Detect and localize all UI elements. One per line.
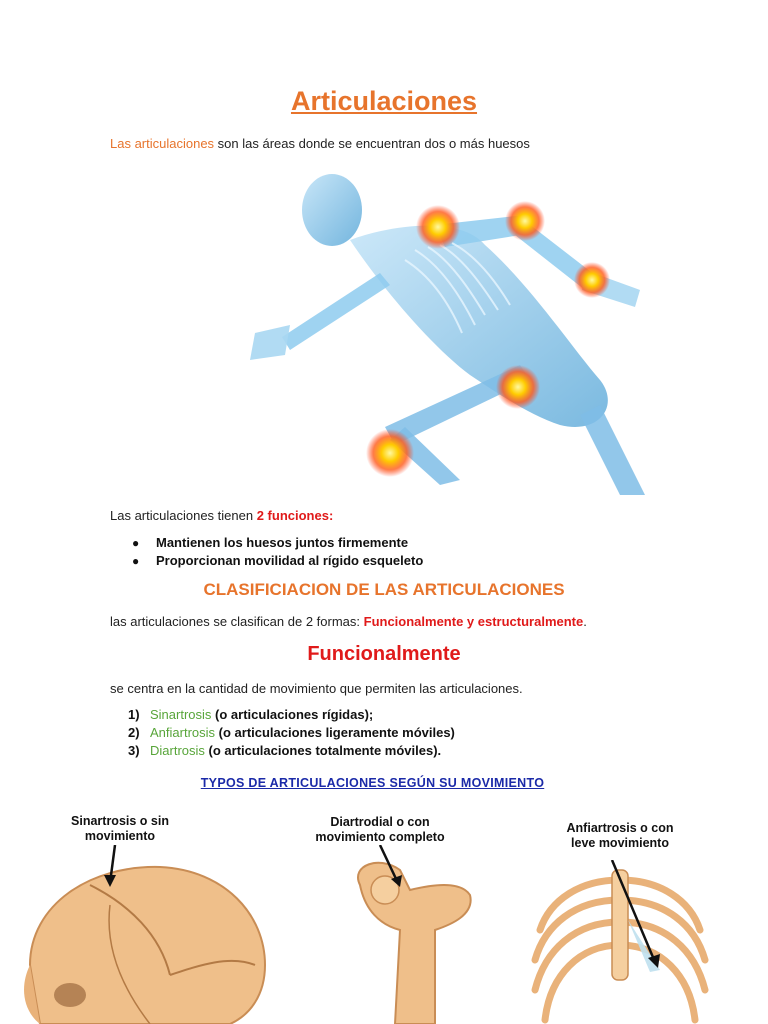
classification-lead: las articulaciones se clasifican de 2 formas: <box>110 614 364 629</box>
item-term: Sinartrosis <box>150 707 212 722</box>
item-number: 3) <box>128 743 140 758</box>
functions-highlight: 2 funciones: <box>256 508 334 523</box>
label-line: movimiento <box>84 829 156 843</box>
classification-text <box>110 614 587 629</box>
list-item-text: Proporcionan movilidad al rígido esqueleto <box>156 553 424 568</box>
label-line: Anfiartrosis o con <box>566 821 674 835</box>
functional-list <box>128 706 455 760</box>
item-term: Anfiartrosis <box>150 725 216 740</box>
label-diartrodial <box>280 815 480 845</box>
functions-lead: Las articulaciones tienen <box>110 508 257 523</box>
label-anfiartrosis <box>530 821 710 851</box>
list-item <box>128 552 423 570</box>
skull-illustration <box>10 845 275 1024</box>
list-item <box>128 742 455 760</box>
hip-joint-illustration <box>340 845 480 1024</box>
runner-skeleton-illustration <box>200 165 670 495</box>
item-desc: (o articulaciones rígidas); <box>211 707 374 722</box>
classification-end: . <box>583 614 587 629</box>
item-number: 1) <box>128 707 140 722</box>
list-item-text: Mantienen los huesos juntos firmemente <box>156 535 409 550</box>
label-line: Sinartrosis o sin <box>71 814 169 828</box>
page-title: Articulaciones <box>290 86 478 116</box>
label-line: movimiento completo <box>315 830 445 844</box>
label-line: Diartrodial o con <box>330 815 430 829</box>
intro-highlight: Las articulaciones <box>110 136 215 151</box>
item-term: Diartrosis <box>150 743 205 758</box>
list-item <box>128 724 455 742</box>
functional-heading: Funcionalmente <box>307 643 461 665</box>
intro-rest: son las áreas donde se encuentran dos o más huesos <box>214 136 530 151</box>
item-desc: (o articulaciones totalmente móviles). <box>204 743 442 758</box>
functions-text <box>110 508 333 523</box>
functions-list <box>128 534 423 570</box>
types-figure-title: TYPOS DE ARTICULACIONES SEGÚN SU MOVIMIENTO <box>200 776 545 790</box>
bullet-icon: ● <box>132 554 140 568</box>
list-item <box>128 534 423 552</box>
functional-text: se centra en la cantidad de movimiento que permiten las articulaciones. <box>110 681 523 696</box>
classification-highlight: Funcionalmente y estructuralmente <box>363 614 584 629</box>
label-line: leve movimiento <box>571 836 669 850</box>
label-sinartrosis <box>40 814 200 844</box>
ribcage-illustration <box>520 860 720 1024</box>
item-desc: (o articulaciones ligeramente móviles) <box>215 725 455 740</box>
intro-text <box>110 136 530 151</box>
classification-heading: CLASIFICIACION DE LAS ARTICULACIONES <box>203 580 565 599</box>
item-number: 2) <box>128 725 140 740</box>
list-item <box>128 706 455 724</box>
bullet-icon: ● <box>132 536 140 550</box>
